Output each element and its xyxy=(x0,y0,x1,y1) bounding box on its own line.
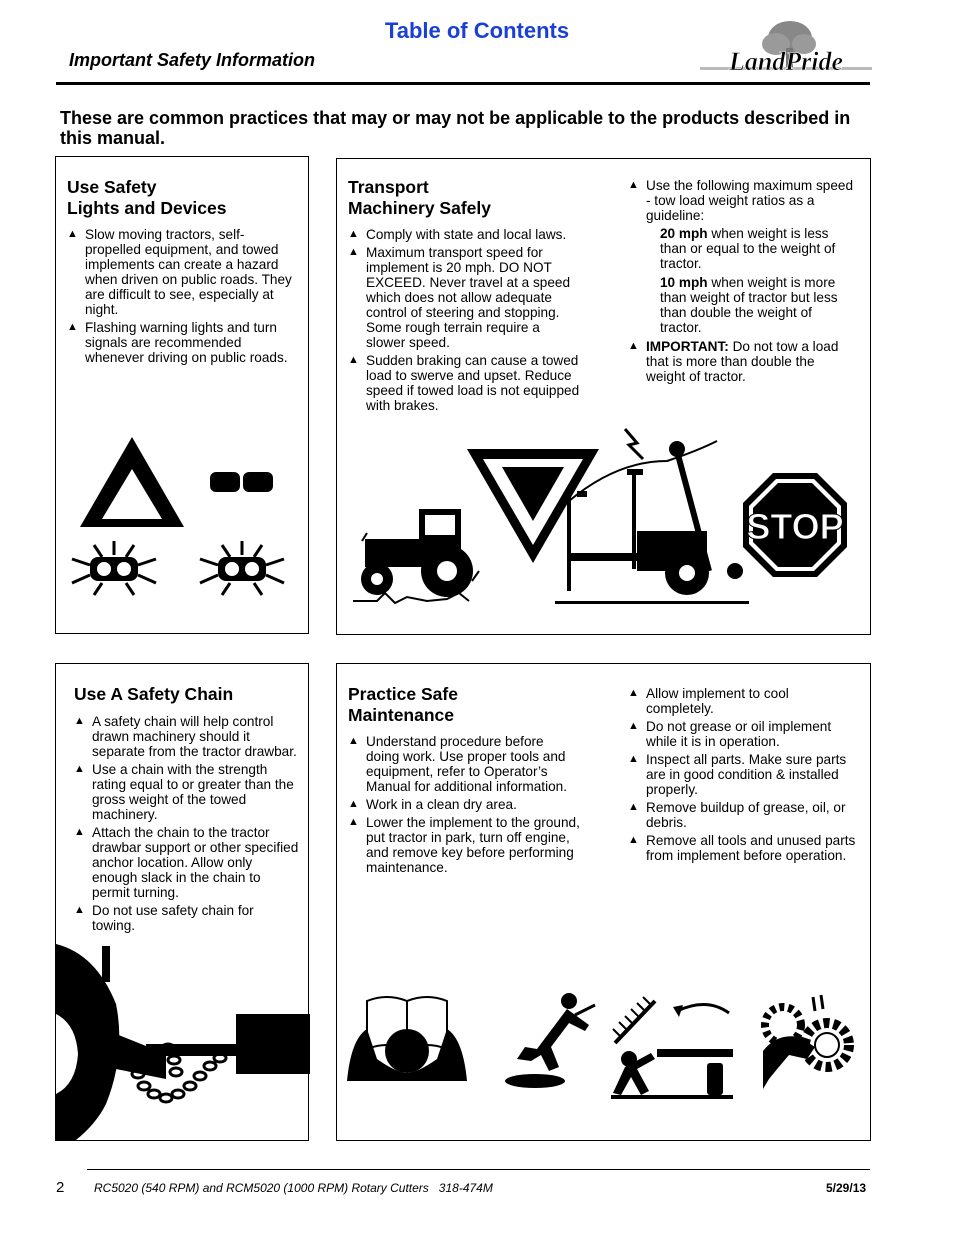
list-item: ▲ Remove buildup of grease, oil, or debris. xyxy=(628,800,858,830)
list-item: ▲ Maximum transport speed for implement is 20 mph. DO NOT EXCEED. Never travel at a speed which does not allow adequate control of steering and stopping. Some rough terrain require a slower speed. xyxy=(348,245,580,350)
panel-safety-chain xyxy=(55,663,309,1141)
intro-statement: These are common practices that may or may not be applicable to the products described in this manual. xyxy=(60,108,851,148)
footer-rule xyxy=(87,1169,870,1170)
list-item: ▲ A safety chain will help control drawn machinery should it separate from the tractor drawbar. xyxy=(74,714,299,759)
table-of-contents-link[interactable]: Table of Contents xyxy=(384,18,570,43)
rotating-gears-icon xyxy=(763,995,849,1089)
bullet-list-right xyxy=(628,686,858,866)
ratio-10mph: 10 mph when weight is more than weight of tractor but less than double the weight of tractor. xyxy=(660,275,838,335)
safety-lights-illustration xyxy=(56,427,310,627)
tail-lights-icon xyxy=(210,472,273,492)
list-item: ▲ Inspect all parts. Make sure parts are in good condition & installed properly. xyxy=(628,752,858,797)
flashing-light-right-icon xyxy=(200,541,284,595)
list-item: ▲ Slow moving tractors, self-propelled equipment, and towed implements can create a hazard when driven on public roads. They are difficult to see, especially at night. xyxy=(67,227,297,317)
section-title: Important Safety Information xyxy=(69,50,316,70)
falling-implement-icon xyxy=(611,997,733,1099)
maintenance-illustration xyxy=(337,989,872,1109)
transport-illustration xyxy=(337,421,872,621)
flashing-light-left-icon xyxy=(72,541,156,595)
yield-sign-icon xyxy=(467,449,599,563)
panel-safety-lights xyxy=(55,156,309,634)
safety-chain-illustration xyxy=(56,944,310,1144)
stop-sign-icon xyxy=(743,473,847,577)
list-item: ▲ Attach the chain to the tractor drawbar support or other specified anchor location. Allow only enough slack in the chain to permit turning. xyxy=(74,825,299,900)
page-number: 2 xyxy=(56,1179,65,1196)
panel-transport xyxy=(336,158,871,635)
list-item: ▲ Remove all tools and unused parts from implement before operation. xyxy=(628,833,858,863)
list-item: ▲ Lower the implement to the ground, put tractor in park, turn off engine, and remove key before performing maintenance. xyxy=(348,815,580,875)
slip-hazard-icon xyxy=(492,993,597,1101)
svg-text:LandPride: LandPride xyxy=(728,47,844,76)
panel-title: Transport Machinery Safely xyxy=(348,177,491,218)
slow-moving-vehicle-triangle-icon xyxy=(80,437,184,527)
bullet-list-left xyxy=(348,734,580,878)
panel-title: Use A Safety Chain xyxy=(74,684,234,704)
land-pride-logo xyxy=(700,20,872,82)
list-item: ▲ Use a chain with the strength rating equal to or greater than the gross weight of the towed machinery. xyxy=(74,762,299,822)
ratio-20mph: 20 mph when weight is less than or equal to the weight of tractor. xyxy=(660,226,836,271)
read-manual-icon xyxy=(347,997,467,1081)
panel-title: Use Safety Lights and Devices xyxy=(67,177,227,218)
bullet-list xyxy=(74,714,299,936)
list-item: ▲ Flashing warning lights and turn signals are recommended whenever driving on public roads. xyxy=(67,320,297,365)
header-rule xyxy=(56,82,870,85)
speed-ratio-guideline xyxy=(628,178,856,387)
tractor-icon xyxy=(353,509,479,603)
list-item: ▲ Understand procedure before doing work. Use proper tools and equipment, refer to Operator’s Manual for additional information. xyxy=(348,734,580,794)
footer-document-title: RC5020 (540 RPM) and RCM5020 (1000 RPM) Rotary Cutters 318-474M xyxy=(94,1181,493,1195)
panel-safe-maintenance xyxy=(336,663,871,1141)
list-item: ▲ Comply with state and local laws. xyxy=(348,227,580,242)
svg-text:STOP: STOP xyxy=(746,506,844,547)
tractor-wheel-icon xyxy=(56,944,119,1140)
panel-title: Practice Safe Maintenance xyxy=(348,684,458,725)
list-item: ▲ Work in a clean dry area. xyxy=(348,797,580,812)
list-item: ▲ Do not use safety chain for towing. xyxy=(74,903,299,933)
list-item: ▲ Do not grease or oil implement while it is in operation. xyxy=(628,719,858,749)
list-item: ▲ Allow implement to cool completely. xyxy=(628,686,858,716)
bullet-list xyxy=(67,227,297,368)
bullet-list-left xyxy=(348,227,580,416)
important-note: ▲ IMPORTANT: Do not tow a load that is more than double the weight of tractor. xyxy=(628,339,856,384)
footer-date: 5/29/13 xyxy=(826,1181,867,1195)
list-item: ▲ Use the following maximum speed - tow load weight ratios as a guideline: xyxy=(628,178,856,223)
list-item: ▲ Sudden braking can cause a towed load to swerve and upset. Reduce speed if towed load is not equipped with brakes. xyxy=(348,353,580,413)
